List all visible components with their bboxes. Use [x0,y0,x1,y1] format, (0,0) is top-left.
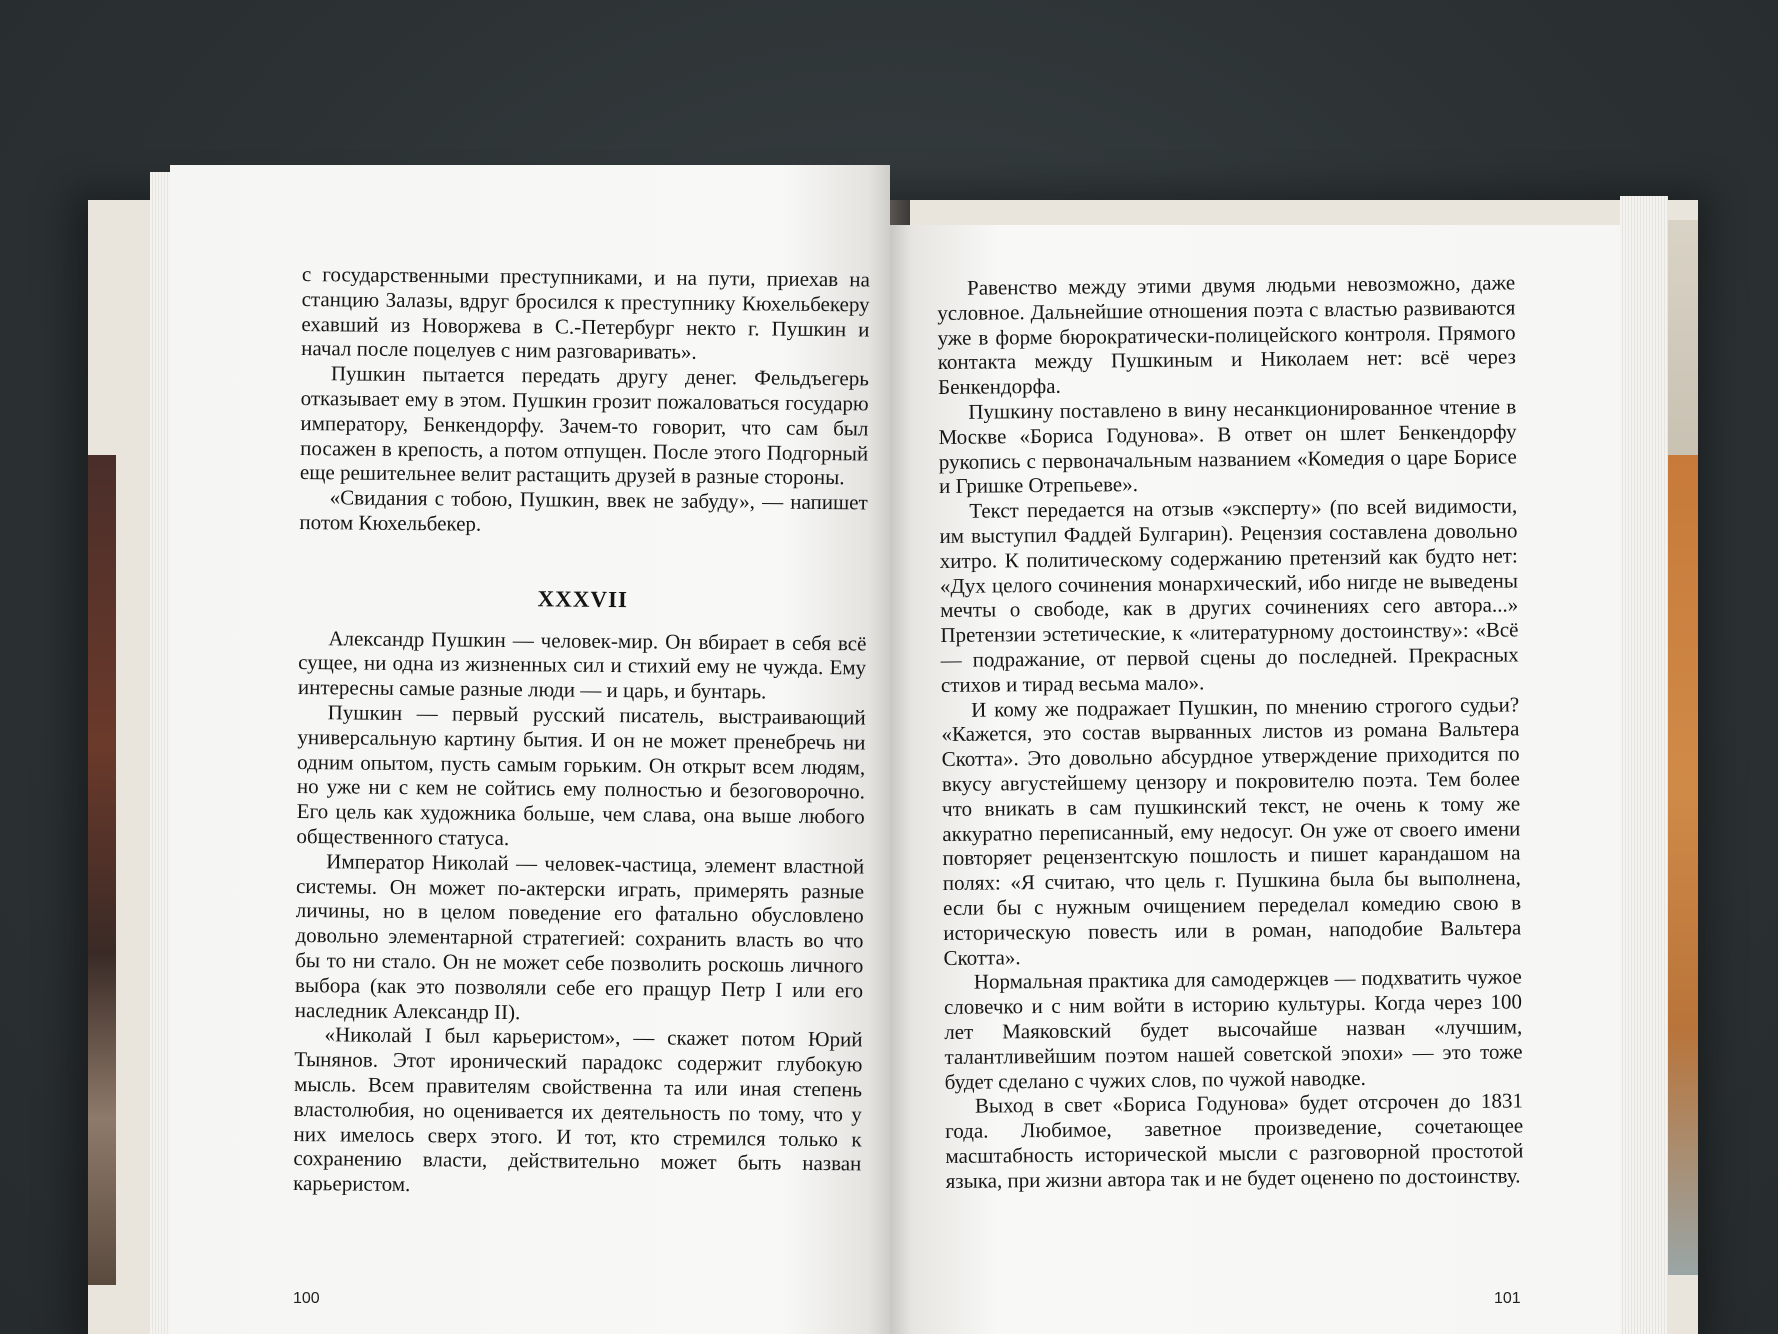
paragraph: Равенство между этими двумя людьми невозможно, даже условное. Дальнейшие отношения поэта с властью развиваются уже в форме бюрократически-полицейского контроля. Прямого контакта между Пушкиным и Николаем нет: всё через Бенкендорфа. [937,270,1516,400]
paragraph: Александр Пушкин — человек-мир. Он вбирает в себя всё сущее, ни одна из жизненных сил и стихий ему не чужда. Ему интересны самые разные люди — и царь, и бунтарь. [297,625,867,704]
paragraph: Пушкину поставлено в вину несанкционированное чтение в Москве «Бориса Годунова». В ответ он шлет Бенкендорфу рукопись с первоначальным названием «Комедия о царе Борисе и Гришке Отрепьеве». [938,394,1517,499]
paragraph: Император Николай — человек-частица, элемент властной системы. Он может по-актерски играть, примерять разные личины, но в целом поведение его фатально обусловлено довольно элементарной стратегией: сохранить власть во что бы то ни стало. Он не может себе позволить роскошь личного выбора (как это позволяли себе его пращур Петр I или его наследник Александр II). [294,848,865,1024]
left-page-stack [150,172,172,1334]
paragraph: Пушкин пытается передать другу денег. Фельдъегерь отказывает ему в этом. Пушкин грозит пожаловаться государю императору, Бенкендорфу. Зачем-то говорит, что сам был посажен в крепость, а потом отпущен. После этого Подгорный еще решительнее велит растащить друзей в разные стороны. [299,361,870,490]
cover-right-edge-top [1668,220,1698,455]
right-page-stack [1620,196,1668,1334]
cover-right-edge [1668,455,1698,1275]
paragraph: Нормальная практика для самодержцев — подхватить чужое словечко и с ним войти в историю культуры. Когда через 100 лет Маяковский будет высочайше назван «лучшим, талантливейшим поэтом нашей советской эпохи» — это тоже будет сделано с чужих слов, по чужой наводке. [943,964,1523,1094]
paragraph: «Свидания с тобою, Пушкин, ввек не забуду», — напишет потом Кюхельбекер. [299,485,868,536]
right-page-text [937,270,1524,1193]
cover-left-edge [88,455,116,1285]
chapter-heading: XXXVII [537,586,629,612]
right-page-number: 101 [1494,1290,1521,1307]
paragraph: Текст передается на отзыв «эксперту» (по всей видимости, им выступил Фаддей Булгарин). Рецензия составлена довольно хитро. К политическому содержанию претензий как будто нет: «Дух целого сочинения монархический, ибо нигде не выведены мечты о свободе, как в других сочинениях сего автора...» Претензии эстетические, к «литературному достоинству»: «Всё — подражание, от первой сцены до последней. Прекрасных стихов и тирад весьма мало». [939,493,1519,697]
paragraph: Выход в свет «Бориса Годунова» будет отсрочен до 1831 года. Любимое, заветное произведение, сочетающее масштабность исторической мысли с разговорной простотой языка, при жизни автора так и не будет оценено по достоинству. [945,1088,1524,1193]
left-page-number: 100 [293,1290,320,1307]
paragraph: с государственными преступниками, и на пути, приехав на станцию Залазы, вдруг бросился к преступнику Кюхельбекеру ехавший из Новоржева в С.-Петербург некто г. Пушкин и начал после поцелуев с ним разговаривать». [301,262,870,365]
paragraph: И кому же подражает Пушкин, по мнению строгого судьи? «Кажется, это состав вырванных листов из романа Вальтера Скотта». Это довольно абсурдное утверждение приходится по вкусу августейшему цензору и покровителю поэта. Тем более что вникать в сам пушкинский текст, не очень к тому же аккуратно переписанный, ему недосуг. Он уже от своего имени повторяет рецензентскую пошлость и пишет карандашом на полях: «Я считаю, что цель г. Пушкина была бы выполнена, если бы с нужным очищением переделал комедию свою в историческую повесть или в роман, наподобие Вальтера Скотта». [941,691,1522,970]
paragraph: «Николай I был карьеристом», — скажет потом Юрий Тынянов. Этот иронический парадокс содержит глубокую мысль. Всем правителям свойственна та или иная степень властолюбия, но оценивается их деятельность по тому, что у них имелось сверх этого. И тот, кто стремился только к сохранению власти, действительно может быть назван карьеристом. [293,1022,863,1197]
left-page-text [293,262,870,1201]
paragraph: Пушкин — первый русский писатель, выстраивающий универсальную картину бытия. И он не может пренебречь ни одним опытом, пусть самым горьким. Он открыт всем людям, но уже ни с кем не сойтись ему полностью и безоговорочно. Его цель как художника больше, чем слава, она выше любого общественного статуса. [296,700,866,850]
